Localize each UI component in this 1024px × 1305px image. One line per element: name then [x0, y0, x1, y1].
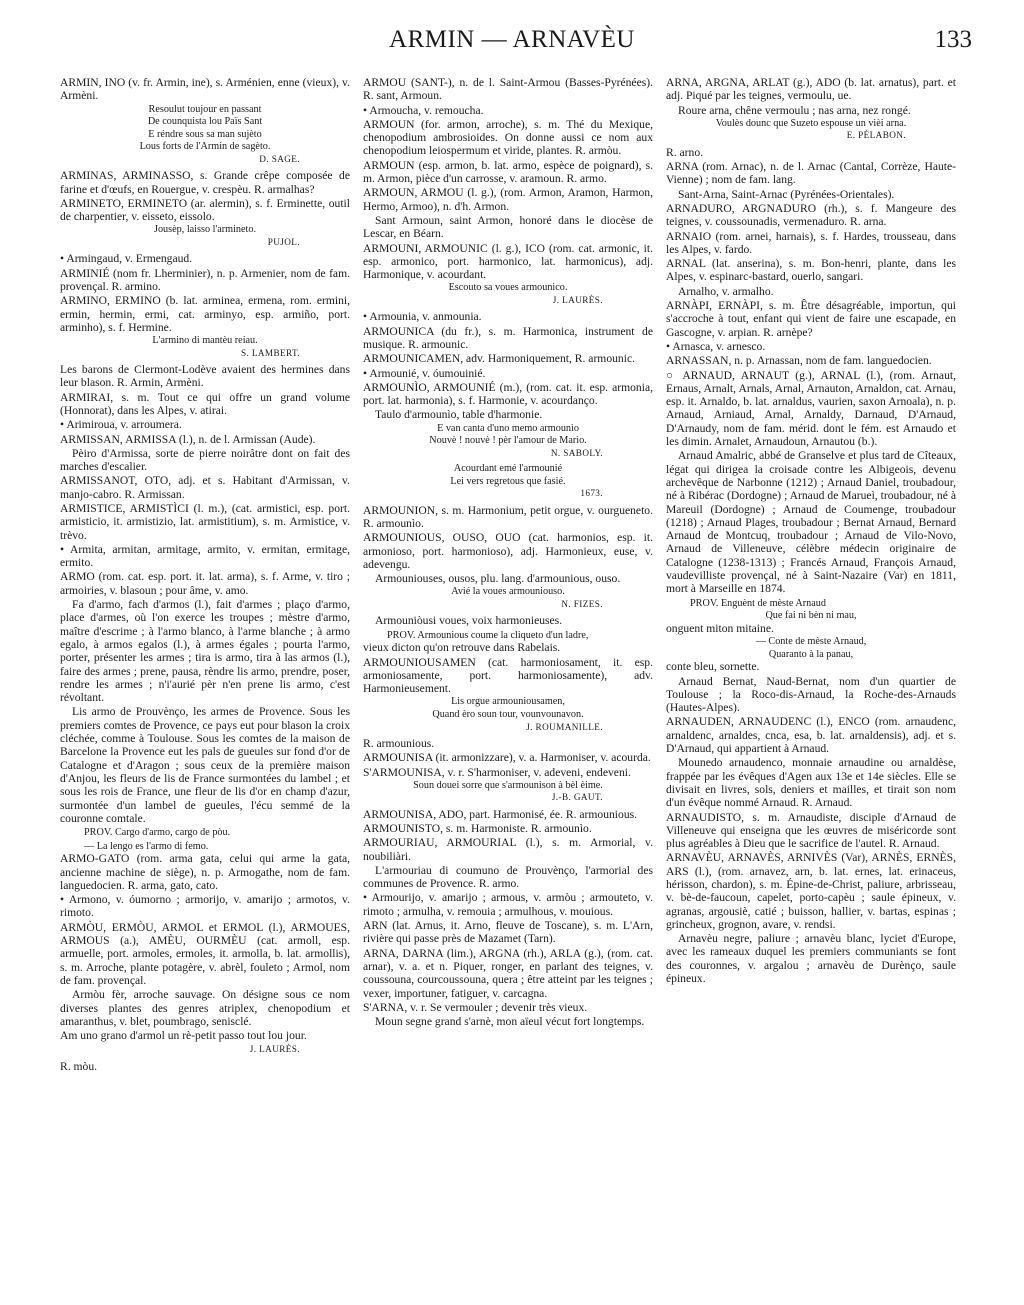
dictionary-entry: • Armourijo, v. amarijo ; armous, v. armòu ; armouteto, v. rimoto ; armulha, v. remouia ; armulhous, v. mouious. [363, 891, 653, 918]
quotation-author: N. FIZES. [561, 599, 603, 610]
quotation-author: J. LAURÈS. [552, 295, 603, 306]
dictionary-entry: ARMOUN (for. armon, arroche), s. m. Thé du Mexique, chenopodium ambrosioides. On donne aussi ce nom aux chenopodium leiospermum et viride, plantes. R. armòu. [363, 117, 653, 158]
dictionary-entry: ARNA (rom. Arnac), n. de l. Arnac (Cantal, Corrèze, Haute-Vienne) ; nom de fam. lang. [666, 160, 956, 187]
quotation-line: Soun douei sorre que s'armounison à bèl èime. [413, 779, 603, 791]
dictionary-entry: ARNASSAN, n. p. Arnassan, nom de fam. languedocien. [666, 354, 932, 368]
quotation-line: Lous forts de l'Armin de sagèto. [139, 141, 271, 153]
quotation-author: J.-B. GAUT. [551, 792, 603, 803]
proverb-line: PROV. Armounious coume la cliqueto d'un ladre, [387, 629, 589, 641]
column-right [666, 76, 956, 986]
dictionary-entry: ARMOUNÌO, ARMOUNIÉ (m.), (rom. cat. it. esp. armonia, port. lat. harmonia), s. f. Harmonie, v. acourdanço. [363, 380, 653, 408]
proverb-line: PROV. Enguènt de mèste Arnaud [690, 597, 826, 609]
dictionary-entry: Armouniòusi voues, voix harmonieuses. [375, 614, 563, 628]
dictionary-entry: ARNÀPI, ERNÀPI, s. m. Être désagréable, importun, qui s'accroche à tout, enfant qui vient de faire une escapade, en Gascogne, v. arpian. R. arnèpe? [666, 299, 956, 339]
dictionary-entry: • Armoucha, v. remoucha. [363, 103, 484, 117]
dictionary-entry: ARMOUNISA, ADO, part. Harmonisé, ée. R. armounious. [363, 807, 638, 821]
dictionary-entry: ARMOUNIOUSAMEN (cat. harmoniosament, it. esp. armoniosamente, port. harmoniosamente), adv. Harmonieusement. [363, 655, 653, 696]
dictionary-entry: ARMOUNISA (it. armonizzare), v. a. Harmoniser, v. acourda. [363, 751, 651, 765]
quotation-line: Quand èro soun tour, vounvounavon. [432, 709, 584, 721]
quotation-line: L'armino di mantèu reiau. [152, 335, 258, 347]
dictionary-entry: L'armouriau di coumuno de Prouvènço, l'armorial des communes de Provence. R. armo. [363, 863, 653, 891]
quotation-author: E. PÉLABON. [846, 130, 906, 141]
dictionary-entry: ARMIRAI, s. m. Tout ce qui offre un grand volume (Honnorat), dans les Alpes, v. atirai. [60, 390, 350, 417]
column-left [60, 76, 350, 1074]
quotation-line: Lei vers regretous que fasié. [450, 475, 566, 487]
dictionary-entry: • Arimiroua, v. arroumera. [60, 418, 182, 432]
dictionary-entry: R. mòu. [60, 1059, 98, 1073]
dictionary-entry: Les barons de Clermont-Lodève avaient des hermines dans leur blason. R. Armin, Armèni. [60, 363, 350, 390]
dictionary-entry: Moun segne grand s'arnè, mon aïeul vécut fort longtemps. [375, 1015, 645, 1029]
dictionary-entry: Fa d'armo, fach d'armos (l.), fait d'armes ; plaço d'armo, place d'armes, où l'on exerce les troupes ; mèstre d'armo, maître d'escrime ; à l'armo blanco, à l'arme blanche ; à armo egalo, à armos egalos (l.), à armes égales ; pourta l'armo, porter, présenter les armes ; tira is armo, tira à las armos (l.), faire des armes ; prene, pausa, rèndre lis armo, prendre, poser, rendre les armes ; n'i'aurié pèr n'en prene lis armo, c'est révoltant. [60, 598, 350, 705]
dictionary-entry: ARMOUNICAMEN, adv. Harmoniquement, R. armounic. [363, 352, 635, 366]
dictionary-entry: ARMOUN, ARMOU (l. g.), (rom. Armon, Aramon, Harmon, Hermo, Armoo), n. d'h. Armon. [363, 186, 653, 213]
dictionary-entry: Pèiro d'Armissa, sorte de pierre noirâtre dont on fait des marches d'escalier. [60, 446, 350, 474]
quotation-author: D. SAGE. [259, 153, 300, 164]
dictionary-entry: • Armounié, v. óumouinié. [363, 366, 486, 380]
quotation-line: Nouvè ! nouvè ! pèr l'amour de Marìo. [429, 435, 587, 447]
dictionary-entry: Roure arna, chêne vermoulu ; nas arna, nez rongé. [678, 103, 911, 117]
quotation-line: E réndre sous sa man sujèto [148, 128, 262, 140]
dictionary-entry: ARN (lat. Arnus, it. Arno, fleuve de Toscane), s. m. L'Arn, rivière qui passe près de Mazamet (Tarn). [363, 919, 653, 946]
quotation-line: De counquista lou Païs Sant [147, 116, 263, 128]
dictionary-entry: onguent miton mitaine. [666, 621, 774, 635]
dictionary-entry: Sant-Arna, Saint-Arnac (Pyrénées-Orientales). [678, 187, 895, 201]
quotation-author: PUJOL. [267, 237, 300, 248]
dictionary-entry: Lis armo de Prouvènço, les armes de Provence. Sous les premiers comtes de Provence, ce pays eut pour blason la croix cléchée, comme à Toulouse. Sous les comtes de la maison de Barcelone la Provence eut les pals de gueules sur fond d'or de Catalogne et d'Aragon ; sous ceux de la première maison d'Anjou, les fleurs de lis de France surmontées du lambel ; et sous les rois de France, une fleur de lis d'or en champ d'azur, surmontée d'un lambel de gueules, l'écu semmé de la couronne comtale. [60, 705, 350, 825]
dictionary-entry: Arnaud Bernat, Naud-Bernat, nom d'un quartier de Toulouse ; la Roco-dis-Arnaud, la Roche-des-Arnauds (Hautes-Alpes). [666, 674, 956, 715]
page-number: 133 [934, 26, 972, 53]
quotation-author: J. ROUMANILLE. [526, 721, 603, 732]
dictionary-entry: ARNAL (lat. anserina), s. m. Bon-henri, plante, dans les Alpes, v. espinarc-bastard, ouerlo, sangari. [666, 257, 956, 284]
dictionary-entry: ARMISTICE, ARMISTÌCI (l. m.), (cat. armistici, esp. port. armisticio, it. armistizio, lat. armistitium), s. m. Armistice, v. trèvo. [60, 501, 350, 542]
quotation-line: Quaranto à la panau, [768, 648, 854, 660]
dictionary-entry: Am uno grano d'armol un rè-petit passo tout lou jour. [60, 1029, 307, 1043]
dictionary-entry: ARMOUNISTO, s. m. Harmoniste. R. armounìo. [363, 822, 592, 835]
dictionary-entry: vieux dicton qu'on retrouve dans Rabelais. [363, 641, 561, 655]
quotation-line: Jousèp, laisso l'armineto. [154, 224, 256, 236]
quotation-line: Avié la voues armouniouso. [451, 586, 565, 598]
dictionary-entry: ARNA, ARGNA, ARLAT (g.), ADO (b. lat. arnatus), part. et adj. Piqué par les teignes, vermoulu, ue. [666, 76, 956, 103]
dictionary-entry: ARMÒU, ERMÒU, ARMOL et ERMOL (l.), ARMOUES, ARMOUS (a.), AMÈU, OURMÈU (cat. armoll, esp. armuelle, port. armoles, ermoles, it. armolla, b. lat. armollis), s. m. Arroche, plante potagère, v. abrèl, fouleto ; Armol, nom de fam. provençal. [60, 920, 350, 987]
dictionary-entry: Armòu fèr, arroche sauvage. On désigne sous ce nom diverses plantes des genres atriplex, chenopodium et amaranthus, v. blet, poumbrago, senisclé. [60, 988, 350, 1028]
dictionary-entry: ARMIN, INO (v. fr. Armin, ine), s. Arménien, enne (vieux), v. Armèni. [60, 76, 350, 103]
dictionary-entry: ARMOURIAU, ARMOURIAL (l.), s. m. Armorial, v. noubiliàri. [363, 836, 653, 863]
dictionary-entry: ARNAUDISTO, s. m. Arnaudiste, disciple d'Arnaud de Villeneuve qui enseigna que les œuvres de miséricorde sont plus agréables à Dieu que le sacrifice de l'autel. R. Arnaud. [666, 810, 956, 851]
dictionary-entry: ARMINETO, ERMINETO (ar. alermin), s. f. Erminette, outil de charpentier, v. eisseto, eissolo. [60, 196, 350, 224]
proverb-line: — La lengo es l'armo di femo. [84, 840, 209, 852]
quotation-author: 1673. [580, 488, 603, 499]
dictionary-entry: Armouniouses, ousos, plu. lang. d'armounious, ouso. [375, 572, 621, 586]
dictionary-entry: S'ARNA, v. r. Se vermouler ; devenir très vieux. [363, 1000, 588, 1014]
dictionary-entry: ARMOUNIOUS, OUSO, OUO (cat. harmonios, esp. it. armonioso, port. harmonioso), adj. Harmonieux, euse, v. adevengu. [363, 531, 653, 571]
quotation-author: J. LAURÈS. [249, 1044, 300, 1055]
quotation-line: Resoulut toujour en passant [148, 103, 262, 115]
quotation-line: E van canta d'uno memo armounìo [437, 422, 579, 434]
dictionary-entry: conte bleu, sornette. [666, 660, 760, 674]
proverb-line: PROV. Cargo d'armo, cargo de pòu. [84, 827, 231, 839]
dictionary-entry: Arnalho, v. armalho. [678, 284, 774, 298]
dictionary-entry: • Arnasca, v. arnesco. [666, 339, 766, 353]
dictionary-entry: • Armingaud, v. Ermengaud. [60, 252, 193, 266]
dictionary-entry: ARNAVÈU, ARNAVÈS, ARNIVÈS (Var), ARNÈS, ERNÈS, ARS (l.), (rom. arnavez, arn, b. lat. ernes, lat. erinaceus, hérisson, chardon), s. m. Épine-de-Christ, paliure, arbrisseau, v. bè-de-faucoun, capelet, porto-capèu ; saule épineux, v. agranas, argousiè, catié ; buisson, hallier, v. bartas, espinas ; grincheux, grognon, avare, v. rendsi. [666, 851, 956, 931]
dictionary-entry: ARNADURO, ARGNADURO (rh.), s. f. Mangeure des teignes, v. coussounadis, vermenaduro. R. arna. [666, 201, 956, 229]
dictionary-entry: ARMOUNICA (du fr.), s. m. Harmonica, instrument de musique. R. armounic. [363, 324, 653, 351]
quotation-line: Escouto sa voues armounico. [448, 282, 568, 294]
quotation-line: Que fai ni bèn ni mau, [765, 610, 857, 622]
dictionary-entry: ARMOUN (esp. armon, b. lat. armo, espèce de poignard), s. m. Armon, pièce d'un carrosse, v. aramoun. R. armo. [363, 158, 653, 186]
dictionary-entry: ARMO (rom. cat. esp. port. it. lat. arma), s. f. Arme, v. tiro ; armoiries, v. blasoun ; pour âme, v. amo. [60, 570, 350, 597]
dictionary-entry: Arnaud Amalric, abbé de Granselve et plus tard de Cîteaux, légat qui dirigea la croisade contre les Albigeois, devenu archevêque de Narbonne (1212) ; Arnaud Daniel, troubadour, né à Ribérac (Dordogne) ; Arnaud de Marueì, troubadour, né à Mareuil (Dordogne) ; Arnaud de Coumenge, troubadour (1218) ; Arnaud Plages, troubadour ; Bernat Arnaud, Bernard Arnaud de Montcuq, troubadour ; Arnaud de Vilo-Novo, Arnaud de Villeneuve, célèbre médecin originaire de Catalogne (1238-1313) ; Francés Arnaud, François Arnaud, vaudevilliste provençal, né à Saint-Nazaire (Var) en 1811, mort à Marseille en 1874. [666, 449, 956, 596]
quotation-line: Acourdant emé l'armounié [453, 463, 563, 475]
dictionary-entry: ARMINIÉ (nom fr. Lherminier), n. p. Armenier, nom de fam. provençal. R. armino. [60, 266, 350, 293]
dictionary-entry: ARMOU (SANT-), n. de l. Saint-Armou (Basses-Pyrénées). R. sant, Armoun. [363, 76, 653, 103]
dictionary-entry: ARMOUNI, ARMOUNIC (l. g.), ICO (rom. cat. armonic, it. esp. armonico, port. harmonico, lat. harmonicus), adj. Harmonique, v. acourdant. [363, 241, 653, 282]
quotation-author: N. SABOLY. [550, 447, 603, 458]
dictionary-entry: ARMOUNION, s. m. Harmonium, petit orgue, v. ourgueneto. R. armounìo. [363, 503, 653, 530]
running-title: ARMIN — ARNAVÈU [389, 26, 635, 53]
column-middle [363, 76, 653, 1029]
quotation-author: S. LAMBERT. [240, 347, 300, 358]
dictionary-entry: Mounedo arnaudenco, monnaie arnaudine ou arnaldèse, frappée par les évêques d'Agen aux 13e et 14e siècles. Elle se divisait en livres, sols, deniers et mailles, et tirait son nom d'un évêque nommé Arnaud. R. Arnaud. [666, 756, 956, 810]
dictionary-entry: ARMINAS, ARMINASSO, s. Grande crêpe composée de farine et d'œufs, en Rouergue, v. crespèu. R. armalhas? [60, 169, 350, 196]
quotation-line: Lis orgue armouniousamen, [451, 696, 565, 708]
dictionary-entry: ARNAIO (rom. arnei, harnais), s. f. Hardes, trousseau, dans les Alpes, v. fardo. [666, 229, 956, 256]
dictionary-entry: R. arno. [666, 145, 704, 159]
dictionary-entry: Sant Armoun, saint Armon, honoré dans le diocèse de Lescar, en Béarn. [363, 213, 653, 241]
dictionary-entry: ARMISSAN, ARMISSA (l.), n. de l. Armissan (Aude). [60, 432, 316, 446]
dictionary-entry: • Armita, armitan, armitage, armito, v. ermitan, ermitage, ermito. [60, 542, 350, 570]
dictionary-entry: ARMO-GATO (rom. arma gata, celui qui arme la gata, ancienne machine de siège), n. p. Armogathe, nom de fam. languedocien. R. arma, gato, cato. [60, 852, 350, 892]
dictionary-entry: ARMISSANOT, OTO, adj. et s. Habitant d'Armissan, v. manjo-cabro. R. Armissan. [60, 474, 350, 501]
dictionary-entry: R. armounious. [363, 736, 435, 750]
dictionary-entry: ARMINO, ERMINO (b. lat. arminea, ermena, rom. ermini, ermin, hermin, ermi, cat. arminyo, esp. armiño, port. arminho), s. f. Hermine. [60, 294, 350, 334]
dictionary-entry: • Armono, v. óumorno ; armorijo, v. amarijo ; armotos, v. rimoto. [60, 893, 350, 920]
dictionary-entry: ○ ARNAUD, ARNAUT (g.), ARNAL (l.), (rom. Arnaut, Ernaus, Arnalt, Arnals, Arnal, Arnauton, Arnaldon, cat. Arnau, esp. it. Arnaldo, b. lat. arnaldus, vaurien, saxon Arnoala), n. p. Arnaud, Arniaud, Arnal, Arnaldy, Darnaud, D'Arnaud, D'Arnaudy, nom de fam. mérid. dont le fém. est Arnaudo et les dimin. Arnalet, Arnaudoun, Arnautou (b.). [666, 368, 956, 449]
dictionary-entry: ARNA, DARNA (lim.), ARGNA (rh.), ARLA (g.), (rom. cat. arnar), v. a. et n. Piquer, ronger, en parlant des teignes, v. coussouna, courcoussouna, quera ; être atteint par les teignes ; vexer, importuner, fatiguer, v. carcagna. [363, 946, 653, 1000]
quotation-line: — Conte de mèste Arnaud, [755, 636, 867, 648]
dictionary-entry: Taulo d'armounìo, table d'harmonie. [375, 408, 543, 422]
dictionary-entry: Arnavèu negre, paliure ; arnavèu blanc, lyciet d'Europe, avec les rameaux duquel les premiers communiants se font des couronnes, v. argalou ; arnavèu de Durènço, saule épineux. [666, 932, 956, 986]
dictionary-entry: S'ARMOUNISA, v. r. S'harmoniser, v. adeveni, endeveni. [363, 765, 631, 779]
dictionary-entry: ARNAUDEN, ARNAUDENC (l.), ENCO (rom. arnaudenc, arnaldenc, arnaldes, cnca, esa, b. lat. arnaldensis), adj. et s. D'Arnaud, qui appartient à Arnaud. [666, 715, 956, 756]
page-header [0, 26, 1024, 60]
quotation-line: Voulès dounc que Suzeto espouse un vièi arna. [715, 117, 907, 129]
dictionary-entry: • Armounia, v. anmounia. [363, 310, 482, 324]
